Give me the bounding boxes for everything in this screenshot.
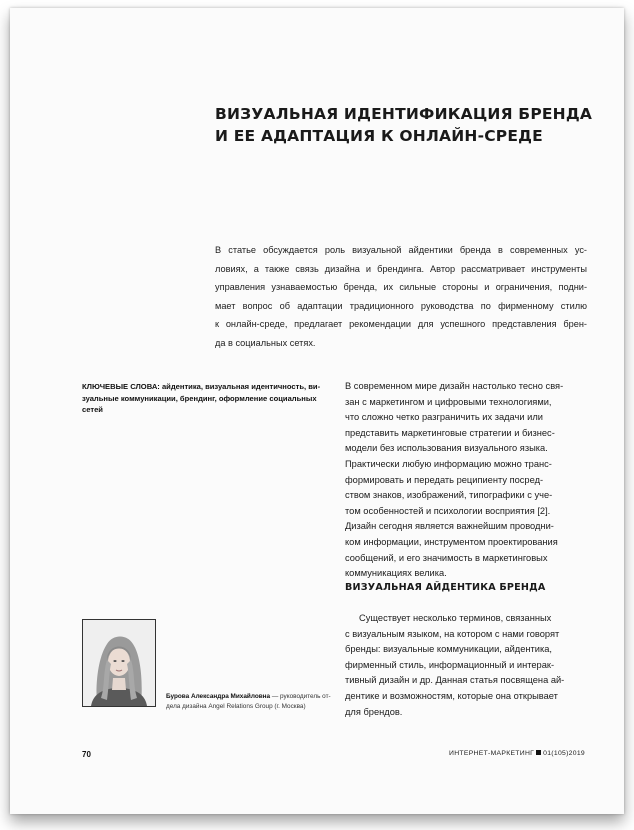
keywords-line: зуальные коммуникации, брендинг, оформление социальных bbox=[82, 393, 317, 403]
body-line: дентике и возможностям, которые она открывает bbox=[345, 690, 558, 701]
abstract-line: да в социальных сетях. bbox=[215, 337, 316, 348]
body-paragraph-identity bbox=[345, 611, 595, 720]
keywords-block bbox=[82, 381, 332, 416]
journal-name: ИНТЕРНЕТ-МАРКЕТИНГ bbox=[449, 750, 535, 757]
body-paragraph-intro bbox=[345, 379, 595, 582]
body-line: Практически любую информацию можно транс- bbox=[345, 458, 552, 469]
body-line: ством знаков, изображений, типографики с уче- bbox=[345, 490, 553, 501]
article-title-line: ВИЗУАЛЬНАЯ ИДЕНТИФИКАЦИЯ БРЕНДА bbox=[215, 105, 593, 123]
author-photo bbox=[82, 619, 156, 707]
body-line: фирменный стиль, информационный и интерак- bbox=[345, 659, 555, 670]
section-heading: ВИЗУАЛЬНАЯ АЙДЕНТИКА БРЕНДА bbox=[345, 582, 546, 593]
abstract-line: к онлайн-среде, предлагает рекомендации для успешного представления брен- bbox=[215, 319, 587, 330]
body-line: Существует несколько терминов, связанных bbox=[359, 613, 552, 623]
body-line: что сложно четко разграничить их задачи или bbox=[345, 412, 543, 423]
author-caption-line bbox=[166, 692, 336, 702]
square-separator-icon bbox=[536, 750, 541, 755]
author-caption-line: дела дизайна Angel Relations Group (г. Москва) bbox=[166, 703, 306, 710]
author-portrait-icon bbox=[83, 620, 155, 706]
body-line: тивный дизайн и др. Данная статья посвящена ай- bbox=[345, 675, 565, 686]
article-title bbox=[215, 103, 595, 147]
article-title-line: И ЕЕ АДАПТАЦИЯ К ОНЛАЙН-СРЕДЕ bbox=[215, 127, 543, 145]
body-line: для брендов. bbox=[345, 706, 403, 717]
body-line: формировать и передать реципиенту посред- bbox=[345, 474, 544, 485]
body-line: модели без использования визуального языка. bbox=[345, 443, 548, 454]
body-line: Дизайн сегодня является важнейшим проводни- bbox=[345, 521, 554, 532]
magazine-page bbox=[10, 8, 624, 814]
article-abstract bbox=[215, 241, 587, 353]
journal-footer bbox=[449, 750, 585, 757]
abstract-line: управления узнаваемостью бренда, их сильные стороны и ограничения, подни- bbox=[215, 282, 587, 293]
body-line: сообщений, и его значимость в маркетинговых bbox=[345, 552, 548, 563]
abstract-line: мает вопрос об адаптации традиционного руководства по фирменному стилю bbox=[215, 300, 587, 311]
author-role: — руководитель от- bbox=[270, 693, 331, 700]
journal-issue: 01(105)2019 bbox=[543, 750, 585, 757]
page-number: 70 bbox=[82, 750, 91, 759]
body-line: коммуникациях велика. bbox=[345, 568, 447, 579]
body-line: зан с маркетингом и цифровыми технологиями, bbox=[345, 396, 552, 407]
body-line: В современном мире дизайн настолько тесно свя- bbox=[345, 381, 564, 391]
abstract-line: В статье обсуждается роль визуальной айдентики бренда в современных ус- bbox=[215, 245, 587, 255]
body-line: представить маркетинговые стратегии и бизнес- bbox=[345, 427, 555, 438]
keywords-line: КЛЮЧЕВЫЕ СЛОВА: айдентика, визуальная идентичность, ви- bbox=[82, 382, 321, 391]
body-line: том особенностей и психологии восприятия [2]. bbox=[345, 505, 551, 516]
abstract-line: ловиях, а также связь дизайна и брендинга. Автор рассматривает инструменты bbox=[215, 263, 587, 274]
body-line: бренды: визуальные коммуникации, айдентика, bbox=[345, 644, 553, 655]
body-line: ком информации, инструментом проектирования bbox=[345, 536, 558, 547]
author-caption bbox=[166, 692, 336, 712]
keywords-line: сетей bbox=[82, 405, 103, 414]
author-name: Бурова Александра Михайловна bbox=[166, 693, 271, 700]
body-line: с визуальным языком, на котором с нами говорят bbox=[345, 628, 560, 639]
